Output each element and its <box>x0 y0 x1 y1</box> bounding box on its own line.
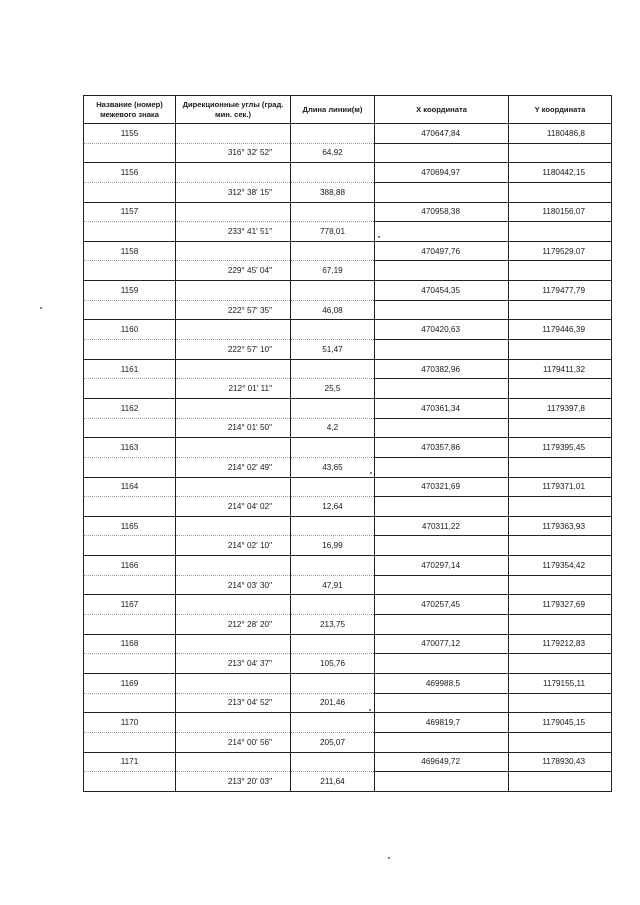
empty-cell <box>176 359 291 379</box>
empty-cell <box>84 457 176 477</box>
table-row-point <box>84 673 612 693</box>
table-row-point <box>84 281 612 301</box>
line-length-cell: 12,64 <box>291 497 375 517</box>
empty-cell <box>375 340 509 360</box>
empty-cell <box>375 732 509 752</box>
table-row-point <box>84 163 612 183</box>
y-coordinate-cell: 1179212,83 <box>509 634 612 654</box>
empty-cell <box>291 516 375 536</box>
empty-cell <box>291 595 375 615</box>
x-coordinate-cell: 470958,38 <box>375 202 509 222</box>
empty-cell <box>84 615 176 635</box>
line-length-cell: 16,99 <box>291 536 375 556</box>
empty-cell <box>375 497 509 517</box>
table-row-point <box>84 516 612 536</box>
marker-name-cell: 1165 <box>84 516 176 536</box>
empty-cell <box>176 634 291 654</box>
line-length-cell: 205,07 <box>291 732 375 752</box>
header-y-coordinate: Y координата <box>509 96 612 124</box>
empty-cell <box>291 477 375 497</box>
table-header-row <box>84 96 612 124</box>
empty-cell <box>84 261 176 281</box>
empty-cell <box>84 497 176 517</box>
scan-speck <box>388 857 390 859</box>
y-coordinate-cell: 1179477,79 <box>509 281 612 301</box>
empty-cell <box>291 634 375 654</box>
empty-cell <box>84 300 176 320</box>
empty-cell <box>291 713 375 733</box>
directional-angle-cell: 222° 57' 35" <box>176 300 291 320</box>
x-coordinate-cell: 470077,12 <box>375 634 509 654</box>
marker-name-cell: 1157 <box>84 202 176 222</box>
scan-speck <box>40 307 42 309</box>
empty-cell <box>176 320 291 340</box>
marker-name-cell: 1163 <box>84 438 176 458</box>
empty-cell <box>176 202 291 222</box>
y-coordinate-cell: 1179363,93 <box>509 516 612 536</box>
y-coordinate-cell: 1179155,11 <box>509 673 612 693</box>
table-body <box>84 124 612 792</box>
table-row-segment <box>84 615 612 635</box>
empty-cell <box>176 477 291 497</box>
empty-cell <box>375 457 509 477</box>
table-row-point <box>84 124 612 144</box>
table-row-segment <box>84 732 612 752</box>
table-row-segment <box>84 222 612 242</box>
directional-angle-cell: 214° 02' 10" <box>176 536 291 556</box>
empty-cell <box>509 615 612 635</box>
table-row-segment <box>84 536 612 556</box>
empty-cell <box>291 398 375 418</box>
empty-cell <box>509 340 612 360</box>
empty-cell <box>291 556 375 576</box>
x-coordinate-cell: 470647,84 <box>375 124 509 144</box>
y-coordinate-cell: 1179446,39 <box>509 320 612 340</box>
empty-cell <box>375 261 509 281</box>
x-coordinate-cell: 470497,76 <box>375 241 509 261</box>
x-coordinate-cell: 470694,97 <box>375 163 509 183</box>
y-coordinate-cell: 1179327,69 <box>509 595 612 615</box>
empty-cell <box>84 654 176 674</box>
x-coordinate-cell: 470454,35 <box>375 281 509 301</box>
empty-cell <box>291 752 375 772</box>
table-row-segment <box>84 300 612 320</box>
table-row-segment <box>84 497 612 517</box>
table-row-segment <box>84 143 612 163</box>
line-length-cell: 67,19 <box>291 261 375 281</box>
empty-cell <box>291 124 375 144</box>
y-coordinate-cell: 1180442,15 <box>509 163 612 183</box>
x-coordinate-cell: 469649,72 <box>375 752 509 772</box>
empty-cell <box>509 261 612 281</box>
marker-name-cell: 1155 <box>84 124 176 144</box>
empty-cell <box>291 320 375 340</box>
empty-cell <box>84 182 176 202</box>
line-length-cell: 25,5 <box>291 379 375 399</box>
line-length-cell: 4,2 <box>291 418 375 438</box>
scan-speck <box>369 709 371 711</box>
empty-cell <box>176 556 291 576</box>
x-coordinate-cell: 470420,63 <box>375 320 509 340</box>
table-row-point <box>84 320 612 340</box>
directional-angle-cell: 222° 57' 10" <box>176 340 291 360</box>
table-row-point <box>84 202 612 222</box>
x-coordinate-cell: 470321,69 <box>375 477 509 497</box>
empty-cell <box>176 673 291 693</box>
directional-angle-cell: 212° 01' 11" <box>176 379 291 399</box>
empty-cell <box>84 772 176 792</box>
boundary-coordinates-table <box>83 95 612 792</box>
line-length-cell: 105,76 <box>291 654 375 674</box>
empty-cell <box>84 143 176 163</box>
table-row-segment <box>84 575 612 595</box>
empty-cell <box>176 595 291 615</box>
empty-cell <box>291 202 375 222</box>
header-marker-name: Название (номер) межевого знака <box>84 96 176 124</box>
empty-cell <box>509 575 612 595</box>
x-coordinate-cell: 469988,5 <box>375 673 509 693</box>
y-coordinate-cell: 1180486,8 <box>509 124 612 144</box>
empty-cell <box>375 575 509 595</box>
empty-cell <box>509 182 612 202</box>
empty-cell <box>375 300 509 320</box>
directional-angle-cell: 214° 03' 30" <box>176 575 291 595</box>
directional-angle-cell: 214° 02' 49" <box>176 457 291 477</box>
empty-cell <box>375 418 509 438</box>
directional-angle-cell: 229° 45' 04" <box>176 261 291 281</box>
y-coordinate-cell: 1179395,45 <box>509 438 612 458</box>
table-row-segment <box>84 457 612 477</box>
table-row-segment <box>84 379 612 399</box>
directional-angle-cell: 214° 04' 02" <box>176 497 291 517</box>
line-length-cell: 51,47 <box>291 340 375 360</box>
table-row-segment <box>84 340 612 360</box>
marker-name-cell: 1160 <box>84 320 176 340</box>
empty-cell <box>176 516 291 536</box>
empty-cell <box>509 497 612 517</box>
header-line-length: Длина линии(м) <box>291 96 375 124</box>
empty-cell <box>375 143 509 163</box>
table-row-segment <box>84 261 612 281</box>
empty-cell <box>291 241 375 261</box>
directional-angle-cell: 213° 04' 37" <box>176 654 291 674</box>
table-row-point <box>84 595 612 615</box>
marker-name-cell: 1170 <box>84 713 176 733</box>
y-coordinate-cell: 1179397,8 <box>509 398 612 418</box>
empty-cell <box>375 615 509 635</box>
directional-angle-cell: 214° 00' 56" <box>176 732 291 752</box>
x-coordinate-cell: 470357,86 <box>375 438 509 458</box>
x-coordinate-cell: 470297,14 <box>375 556 509 576</box>
table-row-point <box>84 359 612 379</box>
empty-cell <box>176 398 291 418</box>
x-coordinate-cell: 470311,22 <box>375 516 509 536</box>
empty-cell <box>509 732 612 752</box>
marker-name-cell: 1159 <box>84 281 176 301</box>
y-coordinate-cell: 1178930,43 <box>509 752 612 772</box>
line-length-cell: 64,92 <box>291 143 375 163</box>
empty-cell <box>176 281 291 301</box>
y-coordinate-cell: 1179354,42 <box>509 556 612 576</box>
empty-cell <box>509 300 612 320</box>
header-directional-angle: Дирекционные углы (град. мин. сек.) <box>176 96 291 124</box>
empty-cell <box>509 693 612 713</box>
empty-cell <box>176 163 291 183</box>
table-row-point <box>84 556 612 576</box>
table-row-segment <box>84 772 612 792</box>
empty-cell <box>509 222 612 242</box>
line-length-cell: 211,64 <box>291 772 375 792</box>
empty-cell <box>509 418 612 438</box>
empty-cell <box>176 124 291 144</box>
empty-cell <box>375 654 509 674</box>
marker-name-cell: 1162 <box>84 398 176 418</box>
line-length-cell: 778,01 <box>291 222 375 242</box>
x-coordinate-cell: 470382,96 <box>375 359 509 379</box>
directional-angle-cell: 214° 01' 50" <box>176 418 291 438</box>
empty-cell <box>291 673 375 693</box>
marker-name-cell: 1166 <box>84 556 176 576</box>
empty-cell <box>84 536 176 556</box>
empty-cell <box>509 536 612 556</box>
y-coordinate-cell: 1180156,07 <box>509 202 612 222</box>
empty-cell <box>509 379 612 399</box>
directional-angle-cell: 213° 04' 52" <box>176 693 291 713</box>
empty-cell <box>84 418 176 438</box>
empty-cell <box>176 752 291 772</box>
empty-cell <box>291 281 375 301</box>
marker-name-cell: 1161 <box>84 359 176 379</box>
line-length-cell: 388,88 <box>291 182 375 202</box>
line-length-cell: 201,46 <box>291 693 375 713</box>
line-length-cell: 43,65 <box>291 457 375 477</box>
table-row-point <box>84 438 612 458</box>
empty-cell <box>375 182 509 202</box>
empty-cell <box>375 536 509 556</box>
line-length-cell: 47,91 <box>291 575 375 595</box>
y-coordinate-cell: 1179411,32 <box>509 359 612 379</box>
empty-cell <box>509 772 612 792</box>
y-coordinate-cell: 1179045,15 <box>509 713 612 733</box>
empty-cell <box>84 732 176 752</box>
table-row-point <box>84 752 612 772</box>
empty-cell <box>176 713 291 733</box>
x-coordinate-cell: 470257,45 <box>375 595 509 615</box>
marker-name-cell: 1169 <box>84 673 176 693</box>
table-row-segment <box>84 182 612 202</box>
table-row-point <box>84 477 612 497</box>
y-coordinate-cell: 1179371,01 <box>509 477 612 497</box>
empty-cell <box>176 241 291 261</box>
empty-cell <box>84 222 176 242</box>
table-row-segment <box>84 654 612 674</box>
table-row-segment <box>84 418 612 438</box>
empty-cell <box>176 438 291 458</box>
directional-angle-cell: 212° 28' 20" <box>176 615 291 635</box>
marker-name-cell: 1167 <box>84 595 176 615</box>
table-row-point <box>84 398 612 418</box>
line-length-cell: 213,75 <box>291 615 375 635</box>
marker-name-cell: 1171 <box>84 752 176 772</box>
empty-cell <box>291 438 375 458</box>
directional-angle-cell: 316° 32' 52" <box>176 143 291 163</box>
empty-cell <box>84 693 176 713</box>
empty-cell <box>375 693 509 713</box>
directional-angle-cell: 213° 20' 03" <box>176 772 291 792</box>
x-coordinate-cell: 469819,7 <box>375 713 509 733</box>
directional-angle-cell: 233° 41' 51" <box>176 222 291 242</box>
y-coordinate-cell: 1179529,07 <box>509 241 612 261</box>
line-length-cell: 46,08 <box>291 300 375 320</box>
marker-name-cell: 1156 <box>84 163 176 183</box>
empty-cell <box>509 654 612 674</box>
marker-name-cell: 1168 <box>84 634 176 654</box>
table-row-point <box>84 634 612 654</box>
empty-cell <box>375 222 509 242</box>
empty-cell <box>375 379 509 399</box>
empty-cell <box>291 163 375 183</box>
empty-cell <box>291 359 375 379</box>
empty-cell <box>84 340 176 360</box>
header-x-coordinate: X координата <box>375 96 509 124</box>
table-row-point <box>84 713 612 733</box>
empty-cell <box>84 575 176 595</box>
scan-speck <box>370 472 372 474</box>
empty-cell <box>509 457 612 477</box>
scan-speck <box>378 236 380 238</box>
x-coordinate-cell: 470361,34 <box>375 398 509 418</box>
table-row-segment <box>84 693 612 713</box>
table-row-point <box>84 241 612 261</box>
empty-cell <box>84 379 176 399</box>
directional-angle-cell: 312° 38' 15" <box>176 182 291 202</box>
empty-cell <box>509 143 612 163</box>
empty-cell <box>375 772 509 792</box>
marker-name-cell: 1158 <box>84 241 176 261</box>
marker-name-cell: 1164 <box>84 477 176 497</box>
